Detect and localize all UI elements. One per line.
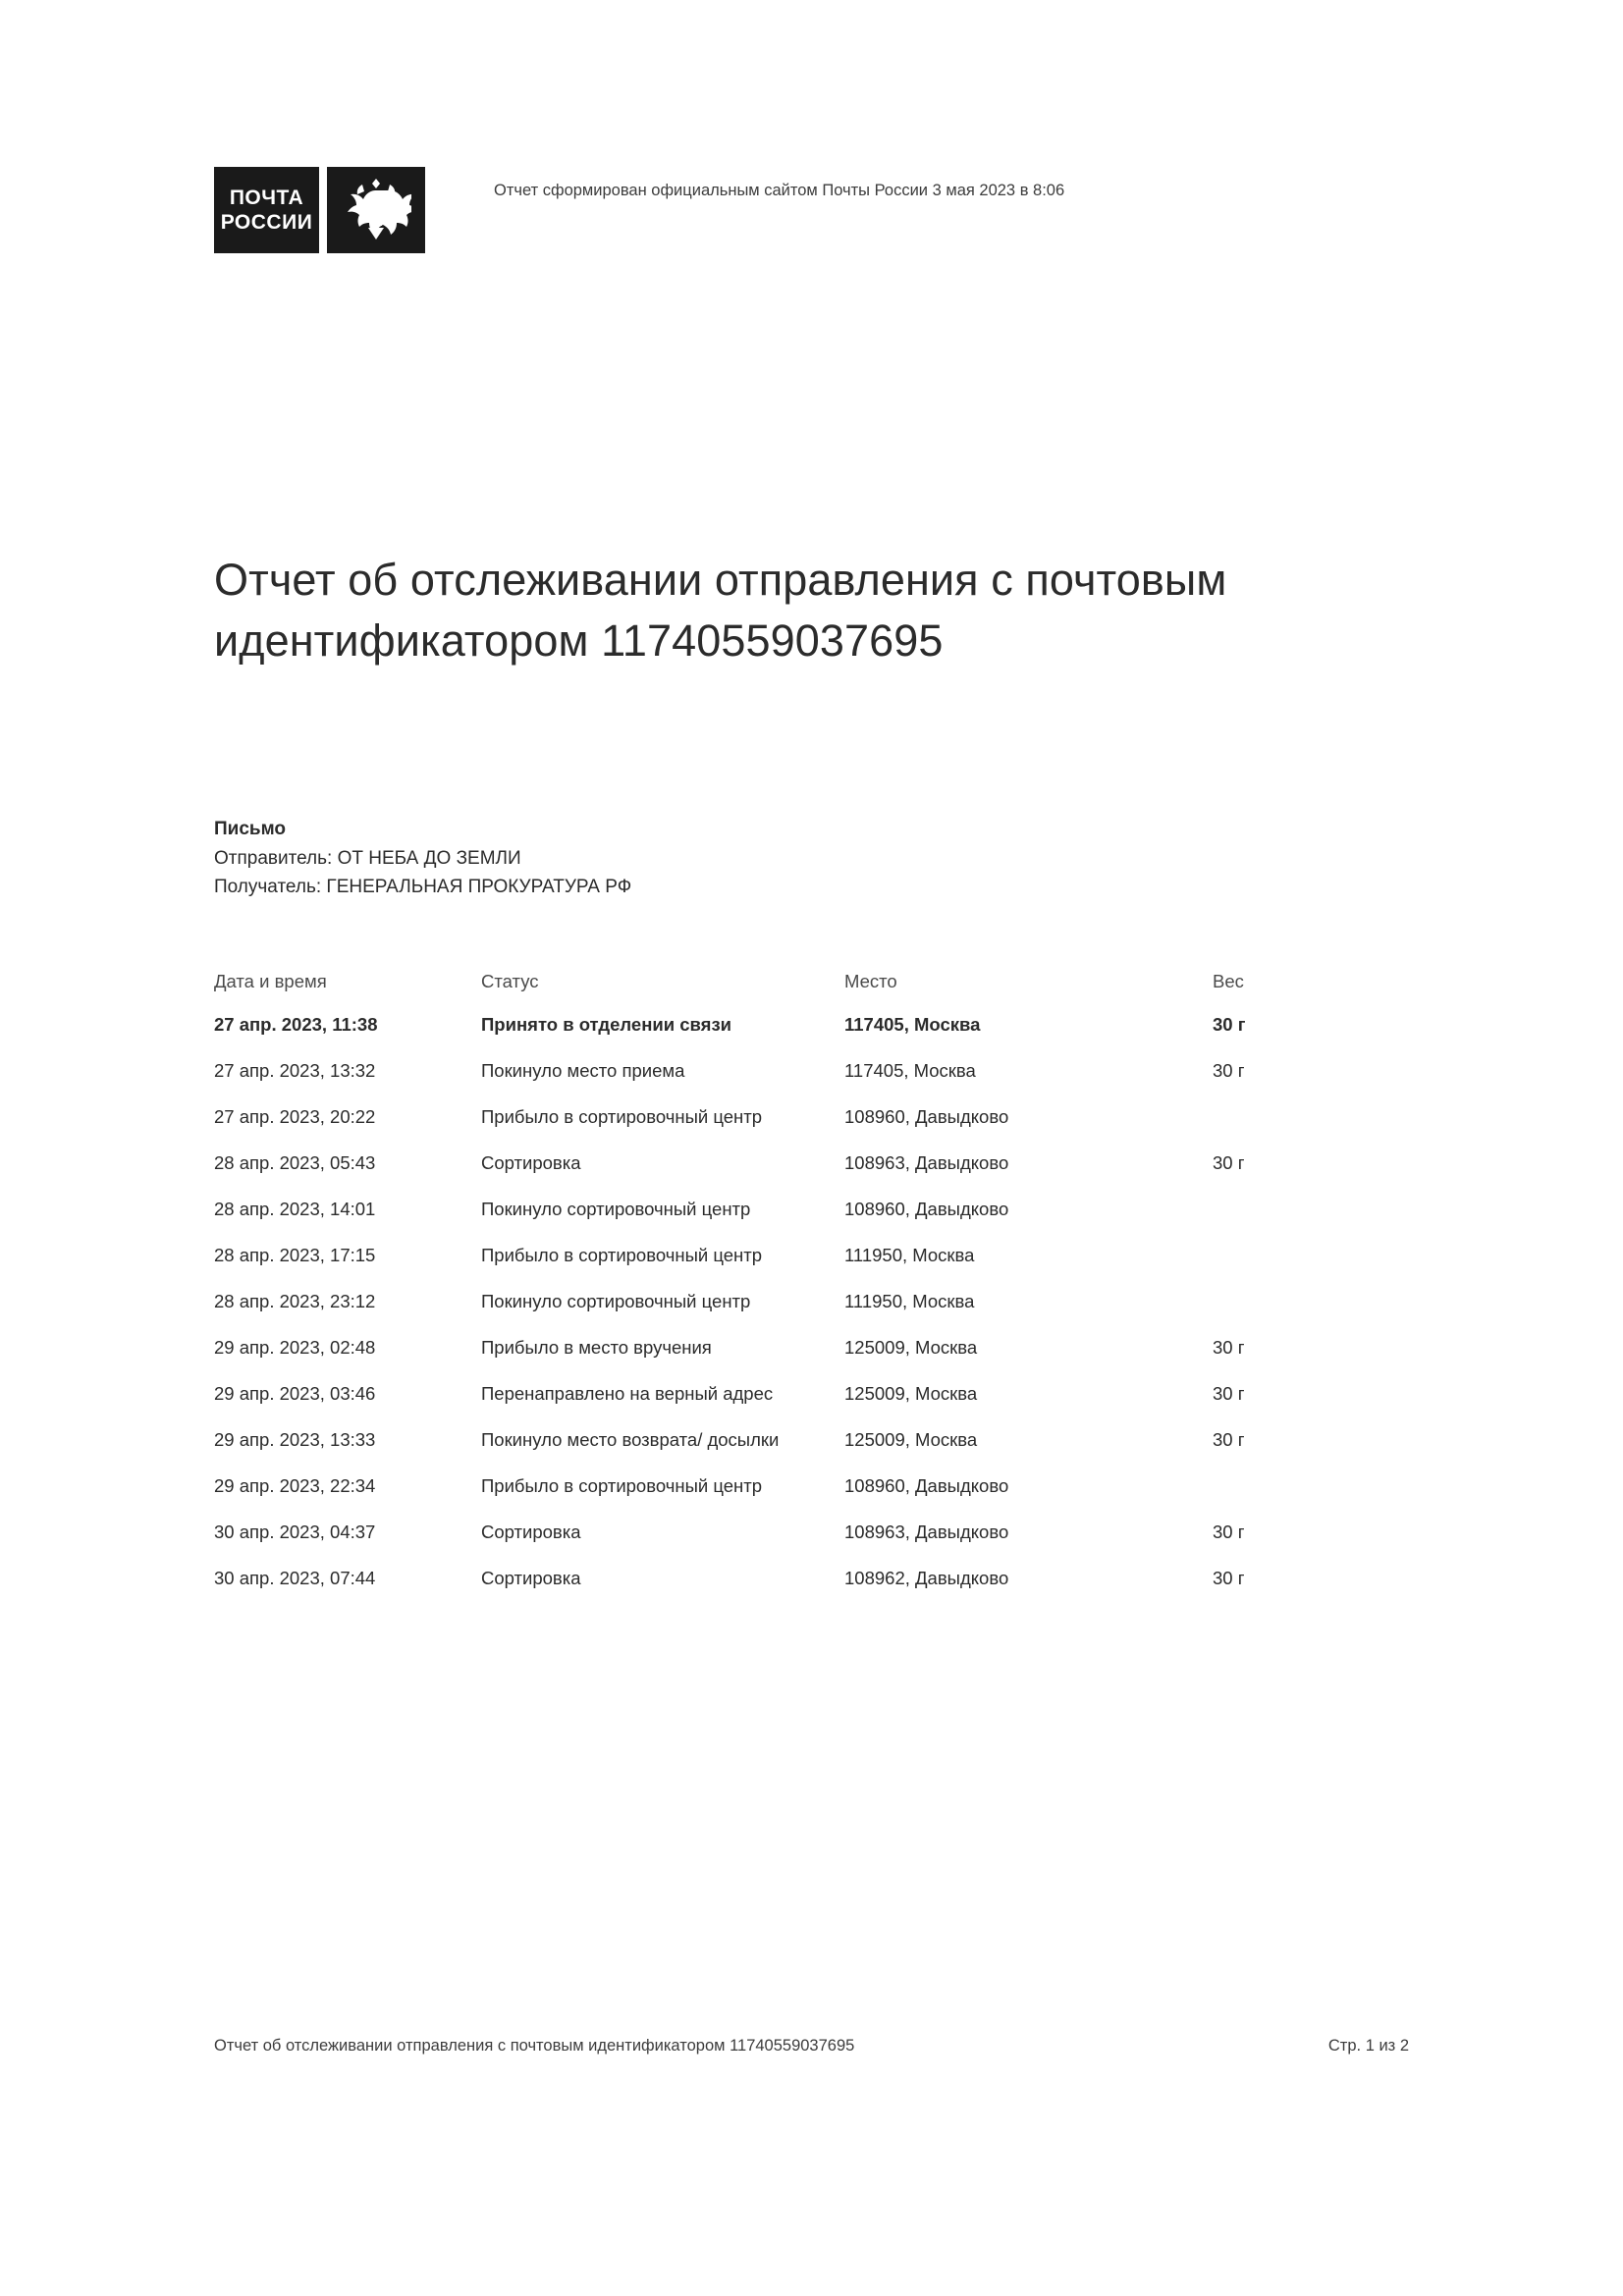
cell-place: 108960, Давыдково xyxy=(844,1106,1009,1127)
table-row xyxy=(214,1287,1412,1333)
cell-date: 29 апр. 2023, 13:33 xyxy=(214,1429,376,1450)
double-eagle-icon xyxy=(327,167,425,253)
column-header-weight: Вес xyxy=(1213,971,1244,991)
cell-status: Прибыло в место вручения xyxy=(481,1337,712,1358)
page-footer xyxy=(214,2037,1409,2056)
cell-date: 29 апр. 2023, 02:48 xyxy=(214,1337,376,1358)
cell-status: Прибыло в сортировочный центр xyxy=(481,1106,763,1127)
table-row xyxy=(214,1333,1412,1379)
pochta-rossii-logo xyxy=(214,167,425,253)
cell-place: 125009, Москва xyxy=(844,1337,978,1358)
table-row xyxy=(214,1102,1412,1148)
table-row xyxy=(214,1425,1412,1471)
cell-place: 108963, Давыдково xyxy=(844,1522,1009,1542)
table-row xyxy=(214,1564,1412,1610)
cell-date: 28 апр. 2023, 23:12 xyxy=(214,1291,376,1311)
table-row xyxy=(214,1056,1412,1102)
cell-weight: 30 г xyxy=(1213,1383,1245,1404)
logo-wordmark xyxy=(214,167,319,253)
cell-status: Покинуло место возврата/ досылки xyxy=(481,1429,780,1450)
cell-status: Прибыло в сортировочный центр xyxy=(481,1245,763,1265)
logo-wordmark-line2: РОССИИ xyxy=(220,211,313,234)
cell-place: 111950, Москва xyxy=(844,1291,975,1311)
cell-date: 28 апр. 2023, 14:01 xyxy=(214,1199,376,1219)
cell-weight: 30 г xyxy=(1213,1568,1245,1588)
cell-date: 27 апр. 2023, 20:22 xyxy=(214,1106,376,1127)
shipment-kind: Письмо xyxy=(214,819,286,839)
cell-date: 28 апр. 2023, 17:15 xyxy=(214,1245,376,1265)
cell-date: 29 апр. 2023, 03:46 xyxy=(214,1383,376,1404)
cell-status: Сортировка xyxy=(481,1568,581,1588)
cell-place: 117405, Москва xyxy=(844,1014,981,1035)
cell-date: 30 апр. 2023, 07:44 xyxy=(214,1568,376,1588)
cell-place: 117405, Москва xyxy=(844,1060,976,1081)
cell-weight: 30 г xyxy=(1213,1429,1245,1450)
table-row xyxy=(214,1148,1412,1195)
shipment-sender: Отправитель: ОТ НЕБА ДО ЗЕМЛИ xyxy=(214,847,521,869)
table-row xyxy=(214,1471,1412,1518)
cell-place: 111950, Москва xyxy=(844,1245,975,1265)
table-row xyxy=(214,1010,1412,1056)
cell-date: 27 апр. 2023, 13:32 xyxy=(214,1060,376,1081)
cell-status: Сортировка xyxy=(481,1522,581,1542)
cell-weight: 30 г xyxy=(1213,1060,1245,1081)
cell-status: Перенаправлено на верный адрес xyxy=(481,1383,774,1404)
cell-status: Сортировка xyxy=(481,1152,581,1173)
cell-place: 125009, Москва xyxy=(844,1383,978,1404)
column-header-date: Дата и время xyxy=(214,971,327,991)
document-header xyxy=(214,167,1064,253)
tracking-table xyxy=(214,967,1412,1610)
table-body xyxy=(214,1010,1412,1610)
column-header-status: Статус xyxy=(481,971,539,991)
table-header-row xyxy=(214,967,1412,1010)
cell-weight: 30 г xyxy=(1213,1522,1245,1542)
cell-date: 27 апр. 2023, 11:38 xyxy=(214,1014,378,1035)
cell-weight: 30 г xyxy=(1213,1152,1245,1173)
shipment-meta xyxy=(214,815,631,902)
cell-place: 108962, Давыдково xyxy=(844,1568,1009,1588)
page-title: Отчет об отслеживании отправления с почтовым идентификатором 11740559037695 xyxy=(214,555,1227,667)
cell-place: 108963, Давыдково xyxy=(844,1152,1009,1173)
cell-status: Покинуло сортировочный центр xyxy=(481,1291,751,1311)
cell-date: 28 апр. 2023, 05:43 xyxy=(214,1152,376,1173)
logo-wordmark-line1: ПОЧТА xyxy=(229,187,304,209)
cell-date: 29 апр. 2023, 22:34 xyxy=(214,1475,376,1496)
table-row xyxy=(214,1241,1412,1287)
cell-place: 108960, Давыдково xyxy=(844,1475,1009,1496)
footer-title: Отчет об отслеживании отправления с почтовым идентификатором 11740559037695 xyxy=(214,2037,855,2055)
cell-weight: 30 г xyxy=(1213,1337,1245,1358)
column-header-place: Место xyxy=(844,971,897,991)
table-row xyxy=(214,1518,1412,1564)
cell-status: Принято в отделении связи xyxy=(481,1014,732,1035)
cell-status: Прибыло в сортировочный центр xyxy=(481,1475,763,1496)
shipment-receiver: Получатель: ГЕНЕРАЛЬНАЯ ПРОКУРАТУРА РФ xyxy=(214,877,632,897)
footer-page-number: Стр. 1 из 2 xyxy=(1327,2037,1409,2055)
cell-status: Покинуло сортировочный центр xyxy=(481,1199,751,1219)
cell-status: Покинуло место приема xyxy=(481,1060,685,1081)
cell-weight: 30 г xyxy=(1213,1014,1246,1035)
cell-place: 108960, Давыдково xyxy=(844,1199,1009,1219)
table-row xyxy=(214,1379,1412,1425)
cell-place: 125009, Москва xyxy=(844,1429,978,1450)
table-row xyxy=(214,1195,1412,1241)
cell-date: 30 апр. 2023, 04:37 xyxy=(214,1522,376,1542)
generated-note: Отчет сформирован официальным сайтом Почты России 3 мая 2023 в 8:06 xyxy=(494,182,1065,199)
